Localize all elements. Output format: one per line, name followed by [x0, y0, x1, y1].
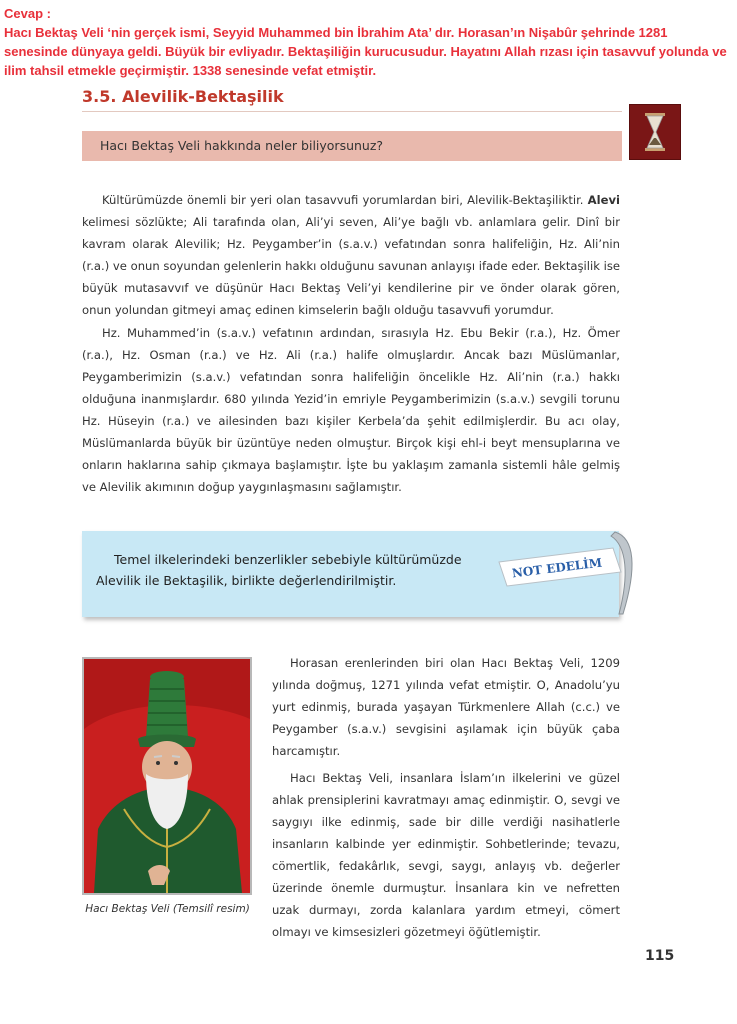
p1-text-b: kelimesi sözlükte; Ali tarafında olan, Ali’yi seven, Ali’ye bağlı vb. anlamlara gelir. Dinî bir kavram olarak Alevilik; Hz. Peygamber’in (s.a.v.) vefatından sonra halifeliğin, Hz. Ali’nin (r.a.) ve onun soyundan gelenlerin hakkı olduğunu savunan anlayışı ifade eder. Bektaşilik ise büyük mutasavvıf ve düşünür Hacı Bektaş Veli’yi kendilerine pir ve önder olarak gören, onun yolundan gitmeyi amaç edinen kimselerin bağlı olduğu tasavvufi yorumdur. — [82, 215, 620, 317]
answer-block — [4, 4, 730, 80]
answer-label: Cevap : — [4, 6, 51, 21]
right-paragraph-2: Hacı Bektaş Veli, insanlara İslam’ın ilkelerini ve güzel ahlak prensiplerini kavratmayı amaç edinmiştir. O, sevgi ve saygıyı ilke edinmiş, sade bir dille verdiği nasihatlerle insanların kalbinde yer edinmiştir. Sohbetlerinde; tevazu, cömertlik, fedakârlık, sevgi, saygı, anlayış vb. değerler üzerinde önemle durmuştur. İnsanlara kin ve nefretten uzak durmayı, zorda kalanlara yardım etmeyi, cömert olmayı ve kimsesizleri gözetmeyi öğütlemiştir. — [272, 771, 620, 939]
note-badge-label: NOT EDELİM — [511, 555, 603, 581]
paragraph-2 — [82, 322, 620, 498]
portrait-caption: Hacı Bektaş Veli (Temsilî resim) — [85, 903, 250, 915]
portrait-image — [82, 657, 252, 895]
note-text: Temel ilkelerindeki benzerlikler sebebiyle kültürümüzde Alevilik ile Bektaşilik, birlikte değerlendirilmiştir. — [96, 552, 462, 588]
title-divider — [82, 111, 622, 112]
page-number: 115 — [645, 948, 675, 964]
right-column-text — [272, 652, 620, 948]
p1-bold-term: Alevi — [587, 193, 620, 207]
paragraph-1 — [82, 189, 620, 321]
p1-text-a: Kültürümüzde önemli bir yeri olan tasavvufi yorumlardan biri, Alevilik-Bektaşiliktir. — [102, 193, 588, 207]
question-box: Hacı Bektaş Veli hakkında neler biliyorsunuz? — [82, 131, 622, 161]
p2-text: Hz. Muhammed’in (s.a.v.) vefatının ardından, sırasıyla Hz. Ebu Bekir (r.a.), Hz. Ömer (r.a.), Hz. Osman (r.a.) ve Hz. Ali (r.a.) halife olmuşlardır. Ancak bazı Müslümanlar, Peygamberimizin (s.a.v.) vefatından sonra halifeliğin öncelikle Hz. Ali’nin (r.a.) hakkı olduğuna inanmışlardır. 680 yılında Yezid’in emriyle Peygamberimizin (s.a.v.) sevgili torunu Hz. Hüseyin (r.a.) ve ailesinden bazı kişiler Kerbela’da şehit edilmişlerdir. Bu acı olay, Müslümanlarda büyük bir üzüntüye neden olmuştur. Birçok kişi ehl-i beyt mensuplarına ve onların haklarına sahip çıkmaya başlamıştır. İşte bu yaklaşım zamanla sistemli hâle gelmiş ve Alevilik akımının doğup yaygınlaşmasını sağlamıştır. — [82, 326, 620, 494]
section-title: 3.5. Alevilik-Bektaşilik — [82, 87, 284, 106]
right-paragraph-1: Horasan erenlerinden biri olan Hacı Bektaş Veli, 1209 yılında doğmuş, 1271 yılında vefat etmiştir. O, Anadolu’yu yurt edinmiş, burada yaşayan Türkmenlere Allah (c.c.) ve Peygamber (s.a.v.) sevgisini aşılamak için büyük çaba harcamıştır. — [272, 656, 620, 758]
answer-text: Hacı Bektaş Veli ‘nin gerçek ismi, Seyyid Muhammed bin İbrahim Ata’ dır. Horasan’ın Nişabûr şehrinde 1281 senesinde dünyaya geldi. Büyük bir evliyadır. Bektaşiliğin kurucusudur. Hayatını Allah rızası için tasavvuf yolunda ve ilim tahsil etmekle geçirmiştir. 1338 senesinde vefat etmiştir. — [4, 25, 727, 78]
note-badge — [495, 528, 640, 618]
hourglass-icon — [629, 104, 681, 160]
